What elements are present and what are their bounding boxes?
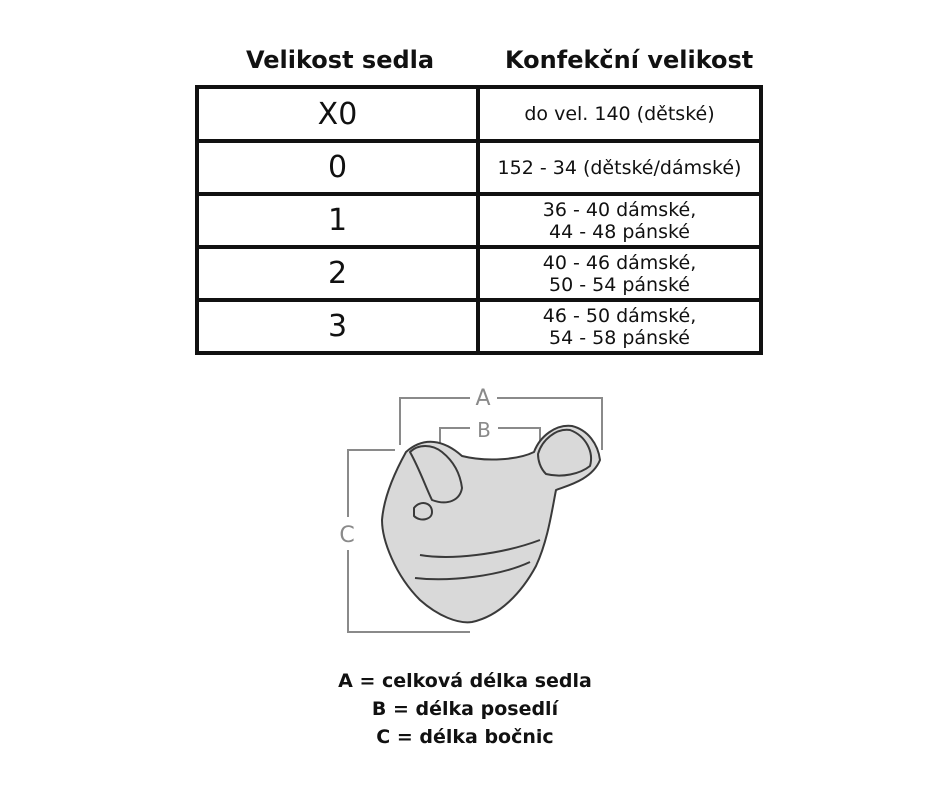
clothing-size-cell	[478, 87, 761, 141]
saddle-stirrup-loop	[414, 503, 432, 519]
clothing-size-line: 46 - 50 dámské,	[542, 304, 697, 327]
dimension-b-bracket	[498, 428, 540, 448]
dimension-b-label: B	[477, 418, 491, 442]
saddle-diagram	[320, 378, 620, 648]
header-clothing-size: Konfekční velikost	[505, 46, 754, 74]
legend-c: C = délka bočnic	[376, 726, 554, 748]
saddle-illustration	[382, 426, 600, 623]
clothing-size-line: 152 - 34 (dětské/dámské)	[497, 156, 742, 179]
table-row	[197, 247, 761, 300]
header-saddle-size: Velikost sedla	[246, 46, 435, 74]
size-table	[195, 85, 763, 355]
table-row	[197, 300, 761, 353]
table-row	[197, 141, 761, 194]
clothing-size-cell	[478, 300, 761, 353]
clothing-size-cell	[478, 141, 761, 194]
legend-a: A = celková délka sedla	[338, 670, 592, 692]
clothing-size-line: 40 - 46 dámské,	[542, 251, 697, 274]
saddle-size-cell: X0	[197, 87, 478, 141]
saddle-size-cell: 1	[197, 194, 478, 247]
clothing-size-line: 36 - 40 dámské,	[542, 198, 697, 221]
clothing-size-line: do vel. 140 (dětské)	[524, 103, 715, 125]
saddle-size-cell: 2	[197, 247, 478, 300]
clothing-size-line: 44 - 48 pánské	[549, 220, 690, 243]
clothing-size-cell	[478, 247, 761, 300]
dimension-a-bracket	[400, 398, 470, 445]
legend-b: B = délka posedlí	[371, 698, 559, 720]
clothing-size-line: 50 - 54 pánské	[549, 273, 690, 296]
dimension-c-label: C	[339, 523, 355, 548]
saddle-size-cell: 3	[197, 300, 478, 353]
table-row	[197, 87, 761, 141]
saddle-size-cell: 0	[197, 141, 478, 194]
dimension-a-label: A	[475, 386, 491, 411]
table-row	[197, 194, 761, 247]
clothing-size-cell	[478, 194, 761, 247]
clothing-size-line: 54 - 58 pánské	[549, 326, 690, 349]
